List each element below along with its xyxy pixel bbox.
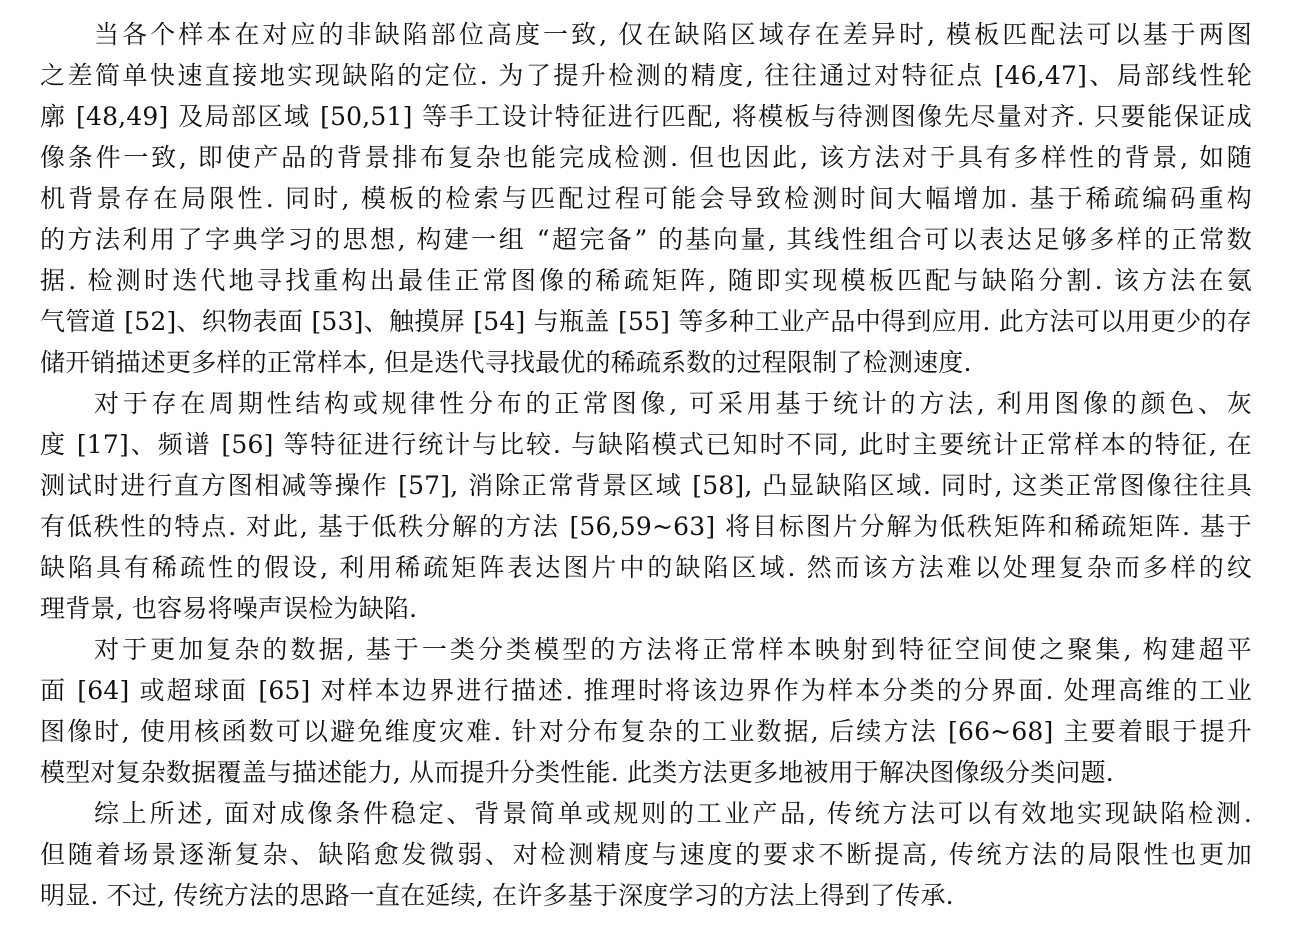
- text-line: 但随着场景逐渐复杂、缺陷愈发微弱、对检测精度与速度的要求不断提高, 传统方法的局限性也更加: [40, 840, 1252, 869]
- text-line: 像条件一致, 即使产品的背景排布复杂也能完成检测. 但也因此, 该方法对于具有多样性的背景, 如随: [40, 143, 1252, 172]
- text-line: 机背景存在局限性. 同时, 模板的检索与匹配过程可能会导致检测时间大幅增加. 基于稀疏编码重构: [40, 184, 1252, 213]
- text-line: 明显. 不过, 传统方法的思路一直在延续, 在许多基于深度学习的方法上得到了传承.: [40, 881, 954, 910]
- text-line: 当各个样本在对应的非缺陷部位高度一致, 仅在缺陷区域存在差异时, 模板匹配法可以基于两图: [94, 20, 1252, 49]
- text-line: 对于更加复杂的数据, 基于一类分类模型的方法将正常样本映射到特征空间使之聚集, 构建超平: [94, 635, 1252, 664]
- text-line: 的方法利用了字典学习的思想, 构建一组 “超完备” 的基向量, 其线性组合可以表达足够多样的正常数: [40, 225, 1252, 254]
- text-line: 度 [17]、频谱 [56] 等特征进行统计与比较. 与缺陷模式已知时不同, 此时主要统计正常样本的特征, 在: [40, 430, 1252, 459]
- text-line: 图像时, 使用核函数可以避免维度灾难. 针对分布复杂的工业数据, 后续方法 [66~68] 主要着眼于提升: [40, 717, 1252, 746]
- text-line: 对于存在周期性结构或规律性分布的正常图像, 可采用基于统计的方法, 利用图像的颜色、灰: [94, 389, 1252, 418]
- text-line: 之差简单快速直接地实现缺陷的定位. 为了提升检测的精度, 往往通过对特征点 [46,47]、局部线性轮: [40, 61, 1252, 90]
- text-line: 理背景, 也容易将噪声误检为缺陷.: [40, 594, 418, 623]
- paragraph-template-matching: [40, 14, 1252, 383]
- paragraph-one-class-classification: [40, 629, 1252, 793]
- text-line: 模型对复杂数据覆盖与描述能力, 从而提升分类性能. 此类方法更多地被用于解决图像级分类问题.: [40, 758, 1114, 787]
- paragraph-statistical-methods: [40, 383, 1252, 629]
- text-line: 测试时进行直方图相减等操作 [57], 消除正常背景区域 [58], 凸显缺陷区域. 同时, 这类正常图像往往具: [40, 471, 1252, 500]
- text-line: 综上所述, 面对成像条件稳定、背景简单或规则的工业产品, 传统方法可以有效地实现缺陷检测.: [94, 799, 1252, 828]
- text-line: 有低秩性的特点. 对此, 基于低秩分解的方法 [56,59~63] 将目标图片分解为低秩矩阵和稀疏矩阵. 基于: [40, 512, 1252, 541]
- paragraph-summary: [40, 793, 1252, 916]
- text-line: 廓 [48,49] 及局部区域 [50,51] 等手工设计特征进行匹配, 将模板与待测图像先尽量对齐. 只要能保证成: [40, 102, 1252, 131]
- text-line: 缺陷具有稀疏性的假设, 利用稀疏矩阵表达图片中的缺陷区域. 然而该方法难以处理复杂而多样的纹: [40, 553, 1252, 582]
- text-line: 气管道 [52]、织物表面 [53]、触摸屏 [54] 与瓶盖 [55] 等多种工业产品中得到应用. 此方法可以用更少的存: [40, 307, 1252, 336]
- text-line: 面 [64] 或超球面 [65] 对样本边界进行描述. 推理时将该边界作为样本分类的分界面. 处理高维的工业: [40, 676, 1252, 705]
- paper-page: [40, 14, 1252, 916]
- text-line: 据. 检测时迭代地寻找重构出最佳正常图像的稀疏矩阵, 随即实现模板匹配与缺陷分割. 该方法在氨: [40, 266, 1252, 295]
- text-line: 储开销描述更多样的正常样本, 但是迭代寻找最优的稀疏系数的过程限制了检测速度.: [40, 348, 972, 377]
